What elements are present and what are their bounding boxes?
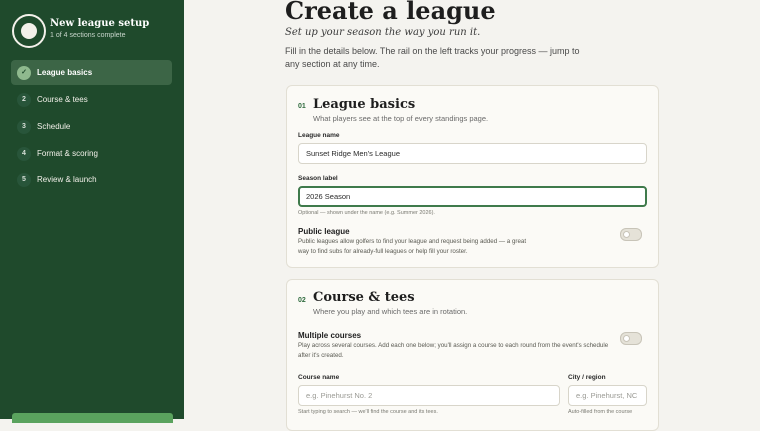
league-name-label: League name <box>298 132 340 139</box>
section-subtitle: What players see at the top of every standings page. <box>313 114 489 123</box>
course-name-hint: Start typing to search — we'll find the course and its tees. <box>298 409 438 415</box>
multiple-courses-description: Play across several courses. Add each one below; you'll assign a course to each round from the event's schedule after it's created. <box>298 342 609 359</box>
step-number: 2 <box>17 93 31 107</box>
sidebar <box>0 0 184 419</box>
section-title: Course & tees <box>313 290 415 305</box>
sidebar-item-label: Schedule <box>37 122 71 131</box>
public-league-description: Public leagues allow golfers to find your league and request being added — a great way to find subs for already-full leagues or help fill your roster. <box>298 238 527 255</box>
multiple-courses-title: Multiple courses <box>298 331 362 340</box>
check-icon: ✓ <box>17 66 31 80</box>
section-number: 02 <box>298 297 306 304</box>
course-name-input[interactable] <box>298 385 560 406</box>
season-label-hint: Optional — shown under the name (e.g. Summer 2026). <box>298 210 435 216</box>
sidebar-item-review-launch[interactable] <box>11 167 172 192</box>
city-region-hint: Auto-filled from the course <box>568 409 633 415</box>
sidebar-item-label: Review & launch <box>37 175 97 184</box>
page-intro: Fill in the details below. The rail on the left tracks your progress — jump to any section at any time. <box>285 46 580 69</box>
section-subtitle: Where you play and which tees are in rotation. <box>313 307 468 316</box>
public-league-toggle[interactable] <box>620 228 642 241</box>
section-league-basics <box>286 85 659 268</box>
sidebar-footer-button[interactable] <box>12 413 173 423</box>
season-label-input[interactable] <box>298 186 647 207</box>
city-region-label: City / region <box>568 374 606 381</box>
league-name-input[interactable] <box>298 143 647 164</box>
season-label-label: Season label <box>298 175 338 182</box>
setup-progress: 1 of 4 sections complete <box>50 32 126 39</box>
step-number: 3 <box>17 120 31 134</box>
section-title: League basics <box>313 97 416 112</box>
step-number: 4 <box>17 147 31 161</box>
sidebar-item-course-tees[interactable] <box>11 87 172 112</box>
public-league-title: Public league <box>298 227 350 236</box>
page-subtitle: Set up your season the way you run it. <box>285 27 481 38</box>
city-region-input[interactable] <box>568 385 647 406</box>
sidebar-item-format-scoring[interactable] <box>11 141 172 166</box>
sidebar-item-label: League basics <box>37 68 93 77</box>
step-number: 5 <box>17 173 31 187</box>
sidebar-item-schedule[interactable] <box>11 114 172 139</box>
page-title: Create a league <box>285 0 496 25</box>
setup-title: New league setup <box>50 18 150 29</box>
sidebar-item-league-basics[interactable] <box>11 60 172 85</box>
course-name-label: Course name <box>298 374 340 381</box>
multiple-courses-toggle[interactable] <box>620 332 642 345</box>
league-logo-icon <box>12 14 46 48</box>
section-course-tees <box>286 279 659 431</box>
section-number: 01 <box>298 103 306 110</box>
sidebar-item-label: Format & scoring <box>37 149 98 158</box>
sidebar-item-label: Course & tees <box>37 95 88 104</box>
